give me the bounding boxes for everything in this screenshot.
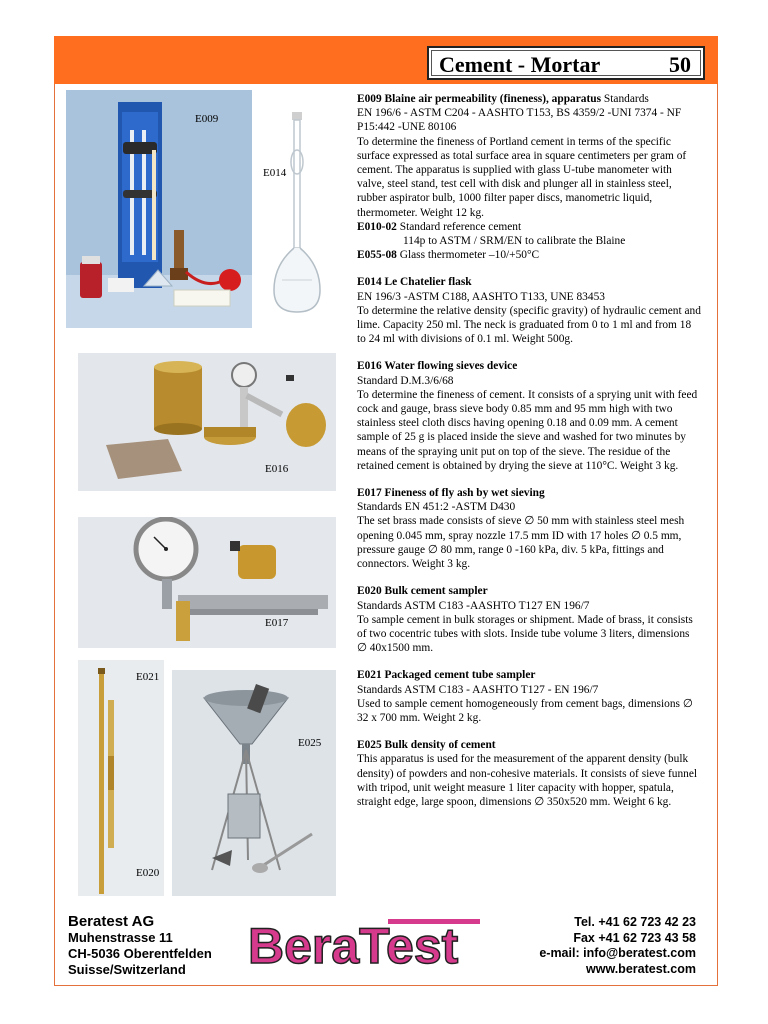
page-number: 50 bbox=[669, 52, 691, 77]
e009-heading: E009 Blaine air permeability (fineness), apparatus bbox=[357, 93, 602, 105]
sieves-device-illustration bbox=[78, 353, 336, 491]
e017-heading: E017 Fineness of fly ash by wet sieving bbox=[357, 487, 545, 500]
photo-e009-blaine-apparatus bbox=[66, 90, 252, 328]
e021-standards: Standards ASTM C183 - AASHTO T127 - EN 196/7 bbox=[357, 683, 599, 696]
page-title: Cement - Mortar bbox=[439, 52, 601, 77]
e021-description: Used to sample cement homogeneously from cement bags, dimensions ∅ 32 x 700 mm. Weight 2 kg. bbox=[357, 697, 693, 724]
e055-08-text: Glass thermometer –10/+50°C bbox=[399, 249, 540, 262]
photo-e014-le-chatelier-flask bbox=[252, 90, 348, 328]
e009-standards: EN 196/6 - ASTM C204 - AASHTO T153, BS 4359/2 -UNI 7374 - NF P15:442 -UNE 80106 bbox=[357, 107, 682, 134]
e020-standards: Standards ASTM C183 -AASHTO T127 EN 196/7 bbox=[357, 599, 590, 612]
e009-description: To determine the fineness of Portland cement in terms of the specific surface expressed as total surface area in square centimeters per gram of cement. The apparatus is supplied with glass U-tube manometer with valve, steel stand, test cell with disk and plunger all in stainless steel, rubber aspirator bulb, 1000 filter paper discs, manometric liquid, thermometer. Weight 12 kg. bbox=[357, 135, 687, 219]
e025-heading: E025 Bulk density of cement bbox=[357, 739, 496, 752]
section-e014 bbox=[357, 275, 702, 346]
e010-02-text: Standard reference cement bbox=[399, 220, 522, 233]
label-e014: E014 bbox=[263, 167, 287, 179]
contact-fax: Fax +41 62 723 43 58 bbox=[573, 930, 696, 945]
contact-email: e-mail: info@beratest.com bbox=[539, 946, 696, 960]
address-city: CH-5036 Oberentfelden bbox=[68, 946, 212, 961]
beratest-logo bbox=[246, 917, 504, 969]
samplers-illustration bbox=[78, 660, 164, 896]
product-descriptions bbox=[357, 92, 702, 809]
footer bbox=[54, 905, 718, 985]
section-e016 bbox=[357, 359, 702, 473]
contact-web: www.beratest.com bbox=[586, 961, 696, 976]
e020-description: To sample cement in bulk storages or shipment. Made of brass, it consists of two cocentric tubes with slots. Inside tube volume 3 liters, dimensions ∅ 40x1500 mm. bbox=[357, 613, 693, 655]
company-name: Beratest AG bbox=[68, 913, 155, 930]
e025-description: This apparatus is used for the measurement of the apparent density (bulk density) of powders and non-cohesive materials. It consists of sieve funnel with tripod, unit weight measure 1 liter capacity with hopper, spatula, straight edge, large spoon, dimensions ∅ 350x520 mm. Weight 6 kg. bbox=[357, 753, 698, 808]
e010-02-code: E010-02 bbox=[357, 220, 397, 233]
contact-info bbox=[539, 915, 696, 977]
e009-standards-label: Standards bbox=[603, 93, 649, 105]
photo-e017-fly-ash-sieving bbox=[78, 517, 336, 648]
e016-standards: Standard D.M.3/6/68 bbox=[357, 374, 454, 387]
e014-description: To determine the relative density (specific gravity) of hydraulic cement and lime. Capacity 250 ml. The neck is graduated from 0 to 1 ml and from 18 to 24 ml with divisions of 0.1 ml. Weight 500g. bbox=[357, 304, 701, 346]
bulk-density-illustration bbox=[172, 670, 336, 896]
address-country: Suisse/Switzerland bbox=[68, 962, 186, 977]
e014-heading: E014 Le Chatelier flask bbox=[357, 276, 472, 289]
label-e020: E020 bbox=[136, 867, 160, 879]
section-e009 bbox=[357, 92, 702, 262]
e017-description: The set brass made consists of sieve ∅ 50 mm with stainless steel mesh opening 0.045 mm, spray nozzle 17.5 mm ID with 17 holes ∅ 0.5 mm, pressure gauge ∅ 80 mm, range 0 -160 kPa, div. 5 kPa, fittings and connectors. Weight 3 kg. bbox=[357, 515, 685, 571]
section-e017 bbox=[357, 486, 702, 571]
photo-e020-e021-samplers bbox=[78, 660, 164, 896]
address-street: Muhenstrasse 11 bbox=[68, 930, 173, 945]
e055-08-code: E055-08 bbox=[357, 249, 397, 262]
photo-e025-bulk-density bbox=[172, 670, 336, 896]
logo-text: BeraTest bbox=[248, 918, 459, 969]
title-box bbox=[427, 46, 705, 80]
fly-ash-set-illustration bbox=[78, 517, 336, 648]
blaine-apparatus-illustration bbox=[66, 90, 252, 328]
label-e025: E025 bbox=[298, 737, 322, 749]
e014-standards: EN 196/3 -ASTM C188, AASHTO T133, UNE 83453 bbox=[357, 290, 605, 303]
photo-e016-water-sieves-device bbox=[78, 353, 336, 491]
flask-illustration bbox=[252, 90, 348, 328]
label-e017: E017 bbox=[265, 617, 289, 629]
contact-tel: Tel. +41 62 723 42 23 bbox=[574, 915, 696, 929]
e021-heading: E021 Packaged cement tube sampler bbox=[357, 669, 536, 682]
e010-02-line2: 114p to ASTM / SRM/EN to calibrate the Blaine bbox=[403, 235, 626, 248]
e020-heading: E020 Bulk cement sampler bbox=[357, 585, 488, 598]
section-e020 bbox=[357, 584, 702, 655]
label-e021: E021 bbox=[136, 671, 160, 683]
label-e009: E009 bbox=[195, 113, 219, 125]
e017-standards: Standards EN 451:2 -ASTM D430 bbox=[357, 501, 516, 514]
label-e016: E016 bbox=[265, 463, 289, 475]
e016-description: To determine the fineness of cement. It consists of a sprying unit with feed cock and gauge, brass sieve body 0.85 mm and 95 mm high with two stainless steel cloth discs having opening 0.18 and 0.09 mm. A cement sample of 25 g is placed inside the sieve and washed for two minutes by means of the spraying unit put on top of the sieve. The residue of the retained cement is obtained by drying the sieve at 110°C. Weight 3 kg. bbox=[357, 388, 698, 472]
section-e025 bbox=[357, 738, 702, 809]
section-e021 bbox=[357, 668, 702, 725]
company-address bbox=[68, 913, 212, 978]
e016-heading: E016 Water flowing sieves device bbox=[357, 360, 518, 373]
